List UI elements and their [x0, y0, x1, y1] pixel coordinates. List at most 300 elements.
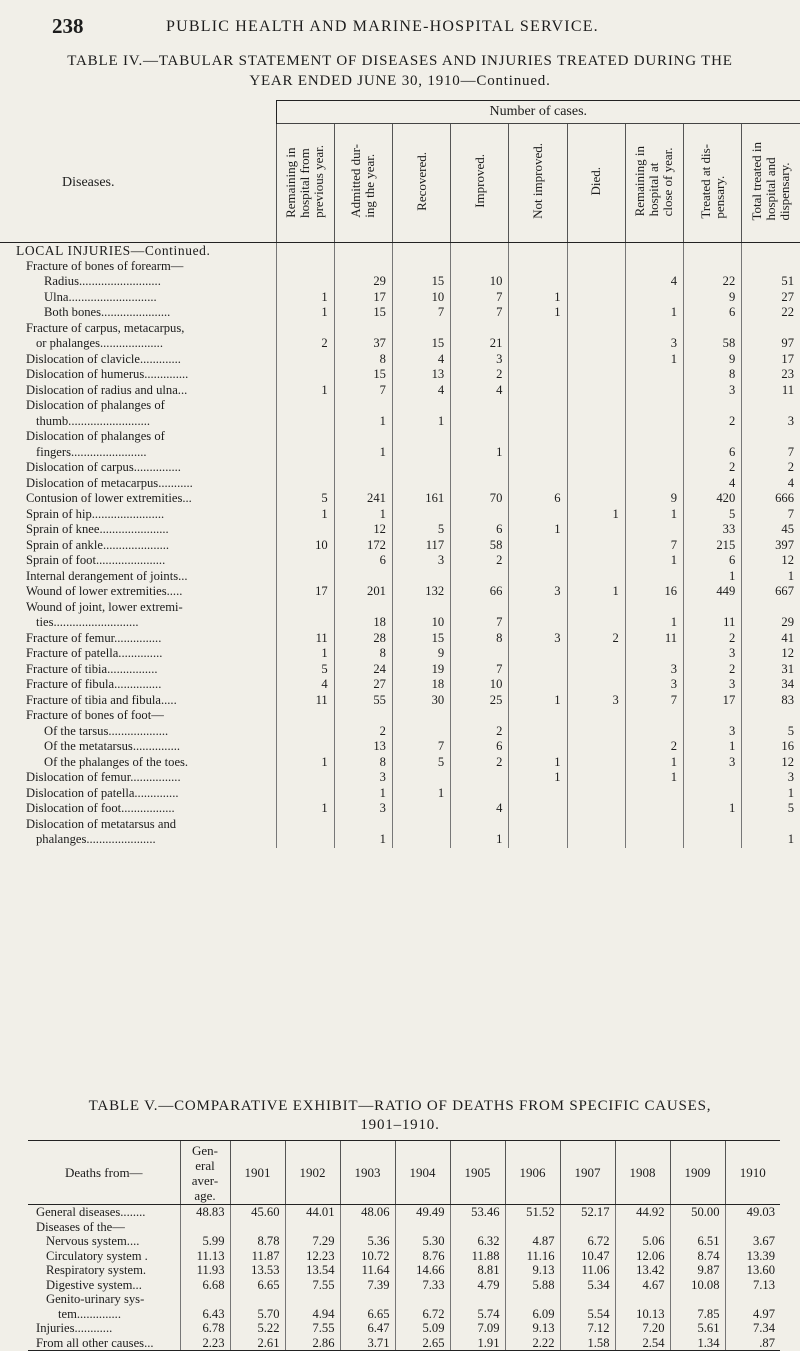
cell-dispensary: 5 — [684, 507, 742, 523]
cell-recovered: 7 — [392, 305, 450, 321]
cell-year-value: 8.78 — [230, 1234, 285, 1249]
cell-year-value: 3.71 — [340, 1336, 395, 1351]
table5-death-ratios — [28, 1140, 780, 1351]
cell-admitted: 2 — [334, 724, 392, 740]
cell-improved: 10 — [451, 677, 509, 693]
cell-not-improved — [509, 321, 567, 337]
cell-improved — [451, 708, 509, 724]
cell-dispensary: 9 — [684, 352, 742, 368]
col-header-admitted — [334, 124, 392, 243]
cell-admitted — [334, 243, 392, 259]
cell-improved: 25 — [451, 693, 509, 709]
cell-year-value: 5.36 — [340, 1234, 395, 1249]
cell-dispensary: 3 — [684, 646, 742, 662]
cell-dispensary: 33 — [684, 522, 742, 538]
cell-total: 1 — [742, 832, 800, 848]
cell-remaining-previous — [276, 243, 334, 259]
table-row — [0, 460, 800, 476]
page-number: 238 — [52, 14, 84, 38]
cell-recovered: 9 — [392, 646, 450, 662]
disease-label: Sprain of ankle..................... — [26, 537, 170, 552]
cell-year-value: 6.09 — [505, 1307, 560, 1322]
cell-remaining-previous — [276, 708, 334, 724]
cell-remaining-close — [625, 786, 683, 802]
cell-admitted: 1 — [334, 832, 392, 848]
cell-recovered — [392, 445, 450, 461]
cell-recovered: 5 — [392, 755, 450, 771]
table-row — [28, 1307, 780, 1322]
diseases-column-header: Diseases. — [0, 124, 276, 243]
general-average-text: Gen- eral aver- age. — [191, 1142, 219, 1203]
year-header: 1902 — [285, 1141, 340, 1205]
cell-recovered — [392, 801, 450, 817]
cell-recovered: 1 — [392, 786, 450, 802]
cell-recovered: 10 — [392, 615, 450, 631]
cell-improved — [451, 429, 509, 445]
cell-year-value: 7.85 — [670, 1307, 725, 1322]
cell-improved: 4 — [451, 383, 509, 399]
disease-label: Dislocation of foot................. — [26, 801, 175, 815]
table5-body — [28, 1205, 780, 1351]
cell-year-value: 8.81 — [450, 1263, 505, 1278]
cause-label: Respiratory system. — [46, 1263, 147, 1277]
table-row — [0, 538, 800, 554]
cell-general-average: 48.83 — [180, 1205, 230, 1220]
cell-remaining-close — [625, 414, 683, 430]
cell-year-value: 13.39 — [725, 1249, 780, 1264]
table4-diseases — [0, 100, 800, 848]
cell-improved: 2 — [451, 367, 509, 383]
cell-total: 666 — [742, 491, 800, 507]
cell-remaining-close: 1 — [625, 755, 683, 771]
disease-label: LOCAL INJURIES—Continued. — [16, 243, 211, 258]
cell-died — [567, 383, 625, 399]
cell-died — [567, 770, 625, 786]
cell-remaining-previous: 2 — [276, 336, 334, 352]
table-row — [0, 770, 800, 786]
col-header-recovered — [392, 124, 450, 243]
table-row — [0, 600, 800, 616]
cell-improved: 66 — [451, 584, 509, 600]
cell-admitted: 6 — [334, 553, 392, 569]
cell-admitted: 8 — [334, 646, 392, 662]
cell-not-improved: 1 — [509, 755, 567, 771]
cell-year-value: 8.74 — [670, 1249, 725, 1264]
disease-label: Dislocation of phalanges of — [26, 429, 165, 443]
col-header-text: Admitted dur- ing the year. — [348, 144, 378, 218]
cell-total: 27 — [742, 290, 800, 306]
cell-admitted: 24 — [334, 662, 392, 678]
cell-year-value: 5.88 — [505, 1278, 560, 1293]
cell-year-value — [505, 1292, 560, 1307]
cell-died — [567, 832, 625, 848]
cell-dispensary — [684, 259, 742, 275]
cell-general-average: 5.99 — [180, 1234, 230, 1249]
cell-year-value: 9.13 — [505, 1321, 560, 1336]
cell-remaining-close: 3 — [625, 662, 683, 678]
cell-dispensary: 8 — [684, 367, 742, 383]
table-row — [28, 1292, 780, 1307]
cell-remaining-previous — [276, 832, 334, 848]
year-header: 1907 — [560, 1141, 615, 1205]
cell-improved: 3 — [451, 352, 509, 368]
cell-not-improved — [509, 553, 567, 569]
cell-improved — [451, 259, 509, 275]
cell-died — [567, 786, 625, 802]
cell-admitted: 27 — [334, 677, 392, 693]
cause-label: Genito-urinary sys- — [46, 1292, 145, 1306]
cell-recovered: 3 — [392, 553, 450, 569]
cell-not-improved — [509, 274, 567, 290]
cell-died — [567, 259, 625, 275]
cell-not-improved — [509, 414, 567, 430]
cell-total — [742, 243, 800, 259]
cell-remaining-previous: 5 — [276, 662, 334, 678]
cell-died — [567, 274, 625, 290]
disease-label: phalanges...................... — [36, 832, 156, 846]
cell-remaining-close: 1 — [625, 507, 683, 523]
table-row — [0, 336, 800, 352]
table-row — [0, 398, 800, 414]
cell-dispensary — [684, 817, 742, 833]
disease-label: Wound of lower extremities..... — [26, 584, 183, 598]
cell-year-value: 5.06 — [615, 1234, 670, 1249]
disease-label: Of the metatarsus............... — [44, 739, 181, 753]
cell-remaining-close — [625, 646, 683, 662]
cell-improved — [451, 460, 509, 476]
cell-total: 51 — [742, 274, 800, 290]
cell-not-improved — [509, 367, 567, 383]
deaths-from-header: Deaths from— — [28, 1141, 180, 1205]
cell-remaining-close — [625, 724, 683, 740]
cell-admitted: 8 — [334, 352, 392, 368]
col-header-text: Total treated in hospital and dispensary. — [749, 141, 793, 221]
cell-year-value: 13.60 — [725, 1263, 780, 1278]
cell-remaining-close — [625, 476, 683, 492]
table-row — [0, 476, 800, 492]
cell-remaining-close — [625, 383, 683, 399]
cell-recovered — [392, 259, 450, 275]
cell-improved: 7 — [451, 662, 509, 678]
cell-year-value: 12.23 — [285, 1249, 340, 1264]
disease-label: Fracture of carpus, metacarpus, — [26, 320, 185, 335]
cell-year-value: 5.09 — [395, 1321, 450, 1336]
cell-year-value — [450, 1292, 505, 1307]
cell-recovered: 1 — [392, 414, 450, 430]
cell-admitted: 18 — [334, 615, 392, 631]
cell-year-value: 6.32 — [450, 1234, 505, 1249]
cell-died — [567, 801, 625, 817]
cell-not-improved — [509, 352, 567, 368]
cell-remaining-close: 1 — [625, 553, 683, 569]
table-row — [0, 584, 800, 600]
cell-year-value: 2.22 — [505, 1336, 560, 1351]
cell-admitted: 3 — [334, 770, 392, 786]
cell-remaining-close — [625, 429, 683, 445]
cell-dispensary: 2 — [684, 662, 742, 678]
table-row — [0, 693, 800, 709]
cell-recovered: 15 — [392, 336, 450, 352]
table-row — [0, 491, 800, 507]
cell-improved — [451, 414, 509, 430]
cell-not-improved: 3 — [509, 631, 567, 647]
cell-recovered: 18 — [392, 677, 450, 693]
cell-year-value: 10.13 — [615, 1307, 670, 1322]
cell-year-value: 45.60 — [230, 1205, 285, 1220]
cell-total: 83 — [742, 693, 800, 709]
cell-total — [742, 398, 800, 414]
cell-admitted: 1 — [334, 445, 392, 461]
cell-dispensary: 6 — [684, 445, 742, 461]
cell-improved: 1 — [451, 832, 509, 848]
cell-year-value: 7.34 — [725, 1321, 780, 1336]
cell-died: 3 — [567, 693, 625, 709]
cell-admitted: 28 — [334, 631, 392, 647]
cell-recovered: 132 — [392, 584, 450, 600]
table5-title-line1: TABLE V.—COMPARATIVE EXHIBIT—RATIO OF DEATHS FROM SPECIFIC CAUSES, — [88, 1098, 712, 1114]
cell-total: 397 — [742, 538, 800, 554]
disease-label: Dislocation of clavicle............. — [26, 351, 181, 366]
running-title: PUBLIC HEALTH AND MARINE-HOSPITAL SERVICE. — [166, 18, 599, 35]
cell-year-value: 49.03 — [725, 1205, 780, 1220]
cell-recovered — [392, 429, 450, 445]
cell-year-value: 10.08 — [670, 1278, 725, 1293]
cell-year-value: 7.39 — [340, 1278, 395, 1293]
cell-improved — [451, 646, 509, 662]
cell-improved — [451, 398, 509, 414]
cell-total: 12 — [742, 755, 800, 771]
cell-recovered — [392, 600, 450, 616]
cell-total: 34 — [742, 677, 800, 693]
cell-dispensary: 1 — [684, 801, 742, 817]
cell-total: 23 — [742, 367, 800, 383]
cell-dispensary — [684, 600, 742, 616]
cell-recovered: 5 — [392, 522, 450, 538]
cell-not-improved — [509, 259, 567, 275]
cell-year-value: 7.13 — [725, 1278, 780, 1293]
cell-general-average: 2.23 — [180, 1336, 230, 1351]
cell-died: 2 — [567, 631, 625, 647]
cell-year-value: 5.74 — [450, 1307, 505, 1322]
cell-remaining-close — [625, 569, 683, 585]
cell-total — [742, 817, 800, 833]
cell-year-value: 7.55 — [285, 1321, 340, 1336]
cell-total: 45 — [742, 522, 800, 538]
cell-remaining-previous — [276, 414, 334, 430]
table-row — [0, 786, 800, 802]
cell-year-value — [340, 1220, 395, 1235]
table-row — [0, 739, 800, 755]
table-row — [0, 429, 800, 445]
cell-year-value: 10.47 — [560, 1249, 615, 1264]
cell-remaining-close — [625, 817, 683, 833]
cell-died — [567, 553, 625, 569]
cell-year-value: .87 — [725, 1336, 780, 1351]
cell-admitted: 3 — [334, 801, 392, 817]
cell-improved: 58 — [451, 538, 509, 554]
cell-remaining-previous: 5 — [276, 491, 334, 507]
cell-improved — [451, 569, 509, 585]
disease-label: Dislocation of patella.............. — [26, 785, 179, 800]
cell-remaining-previous — [276, 398, 334, 414]
cell-remaining-close: 2 — [625, 739, 683, 755]
cell-recovered: 117 — [392, 538, 450, 554]
disease-label: ties........................... — [36, 615, 139, 629]
cell-total: 1 — [742, 569, 800, 585]
cell-not-improved — [509, 569, 567, 585]
cell-dispensary: 4 — [684, 476, 742, 492]
cell-remaining-close — [625, 243, 683, 259]
col-header-died — [567, 124, 625, 243]
table-row — [0, 383, 800, 399]
cell-recovered — [392, 770, 450, 786]
cell-remaining-close: 3 — [625, 336, 683, 352]
cell-admitted — [334, 817, 392, 833]
cell-remaining-previous — [276, 724, 334, 740]
disease-label: Dislocation of metatarsus and — [26, 816, 177, 831]
page-header — [0, 14, 800, 38]
cell-total: 17 — [742, 352, 800, 368]
cell-not-improved: 3 — [509, 584, 567, 600]
cell-year-value — [285, 1292, 340, 1307]
cell-not-improved — [509, 538, 567, 554]
disease-label: Dislocation of femur................ — [26, 770, 181, 784]
cell-recovered: 15 — [392, 274, 450, 290]
disease-label: Sprain of hip....................... — [26, 506, 165, 521]
cell-recovered: 161 — [392, 491, 450, 507]
cell-remaining-close: 1 — [625, 770, 683, 786]
col-header-dispensary — [684, 124, 742, 243]
cell-remaining-previous — [276, 445, 334, 461]
cell-year-value: 52.17 — [560, 1205, 615, 1220]
cell-admitted: 1 — [334, 507, 392, 523]
disease-label: Of the tarsus................... — [44, 723, 169, 738]
cell-year-value: 5.61 — [670, 1321, 725, 1336]
cell-not-improved — [509, 708, 567, 724]
cell-year-value — [450, 1220, 505, 1235]
cell-admitted — [334, 460, 392, 476]
cell-year-value: 6.72 — [560, 1234, 615, 1249]
cell-recovered: 13 — [392, 367, 450, 383]
cell-dispensary: 420 — [684, 491, 742, 507]
table-row — [0, 243, 800, 259]
cell-year-value: 11.16 — [505, 1249, 560, 1264]
table-row — [0, 522, 800, 538]
cell-remaining-previous: 1 — [276, 507, 334, 523]
cell-remaining-previous — [276, 553, 334, 569]
table-row — [0, 321, 800, 337]
cell-died — [567, 817, 625, 833]
cell-remaining-close — [625, 259, 683, 275]
cell-year-value: 4.97 — [725, 1307, 780, 1322]
cell-recovered — [392, 476, 450, 492]
table-row — [0, 352, 800, 368]
cell-died — [567, 724, 625, 740]
cell-general-average: 11.13 — [180, 1249, 230, 1264]
cell-dispensary: 6 — [684, 553, 742, 569]
cell-remaining-previous — [276, 274, 334, 290]
cell-not-improved — [509, 817, 567, 833]
disease-label: Wound of joint, lower extremi- — [26, 599, 183, 614]
cell-admitted: 29 — [334, 274, 392, 290]
cell-total: 31 — [742, 662, 800, 678]
cell-recovered — [392, 321, 450, 337]
table-row — [28, 1205, 780, 1220]
cell-remaining-previous — [276, 770, 334, 786]
cell-total: 4 — [742, 476, 800, 492]
cell-recovered: 15 — [392, 631, 450, 647]
table-row — [28, 1220, 780, 1235]
table-row — [0, 801, 800, 817]
cell-admitted: 12 — [334, 522, 392, 538]
disease-label: Fracture of femur............... — [26, 630, 162, 645]
year-header: 1909 — [670, 1141, 725, 1205]
cell-recovered — [392, 569, 450, 585]
cell-died — [567, 367, 625, 383]
table-row — [0, 553, 800, 569]
cell-dispensary: 9 — [684, 290, 742, 306]
cell-year-value: 2.65 — [395, 1336, 450, 1351]
cell-year-value: 6.65 — [340, 1307, 395, 1322]
cell-total: 5 — [742, 724, 800, 740]
col-header-not-improved — [509, 124, 567, 243]
table4-corner — [0, 101, 276, 124]
cell-remaining-close: 7 — [625, 538, 683, 554]
cell-total: 29 — [742, 615, 800, 631]
cell-remaining-previous: 1 — [276, 755, 334, 771]
cell-remaining-close: 16 — [625, 584, 683, 600]
cell-died — [567, 522, 625, 538]
cell-remaining-close — [625, 801, 683, 817]
cell-year-value: 53.46 — [450, 1205, 505, 1220]
disease-label: Fracture of bones of foot— — [26, 708, 164, 722]
cell-recovered — [392, 460, 450, 476]
cell-improved — [451, 600, 509, 616]
table-row — [0, 367, 800, 383]
cause-label: General diseases........ — [36, 1205, 146, 1219]
cell-year-value: 11.06 — [560, 1263, 615, 1278]
cell-improved: 6 — [451, 739, 509, 755]
cell-year-value: 6.72 — [395, 1307, 450, 1322]
cell-total: 7 — [742, 445, 800, 461]
cell-year-value: 4.87 — [505, 1234, 560, 1249]
table-row — [0, 724, 800, 740]
year-header: 1901 — [230, 1141, 285, 1205]
cell-not-improved — [509, 832, 567, 848]
cell-year-value: 5.30 — [395, 1234, 450, 1249]
cell-dispensary: 2 — [684, 414, 742, 430]
cell-recovered: 10 — [392, 290, 450, 306]
cell-general-average — [180, 1292, 230, 1307]
cell-improved: 2 — [451, 755, 509, 771]
col-header-text: Not improved. — [529, 143, 545, 219]
disease-label: Internal derangement of joints... — [26, 568, 188, 583]
cell-remaining-previous — [276, 615, 334, 631]
cell-general-average: 6.78 — [180, 1321, 230, 1336]
cell-not-improved — [509, 786, 567, 802]
cell-total: 12 — [742, 553, 800, 569]
cell-not-improved: 6 — [509, 491, 567, 507]
cell-dispensary: 3 — [684, 677, 742, 693]
table-row — [28, 1263, 780, 1278]
cell-total: 5 — [742, 801, 800, 817]
cell-admitted — [334, 321, 392, 337]
cell-improved — [451, 770, 509, 786]
cell-admitted: 13 — [334, 739, 392, 755]
cell-remaining-close: 1 — [625, 352, 683, 368]
cell-died — [567, 352, 625, 368]
cell-recovered — [392, 832, 450, 848]
